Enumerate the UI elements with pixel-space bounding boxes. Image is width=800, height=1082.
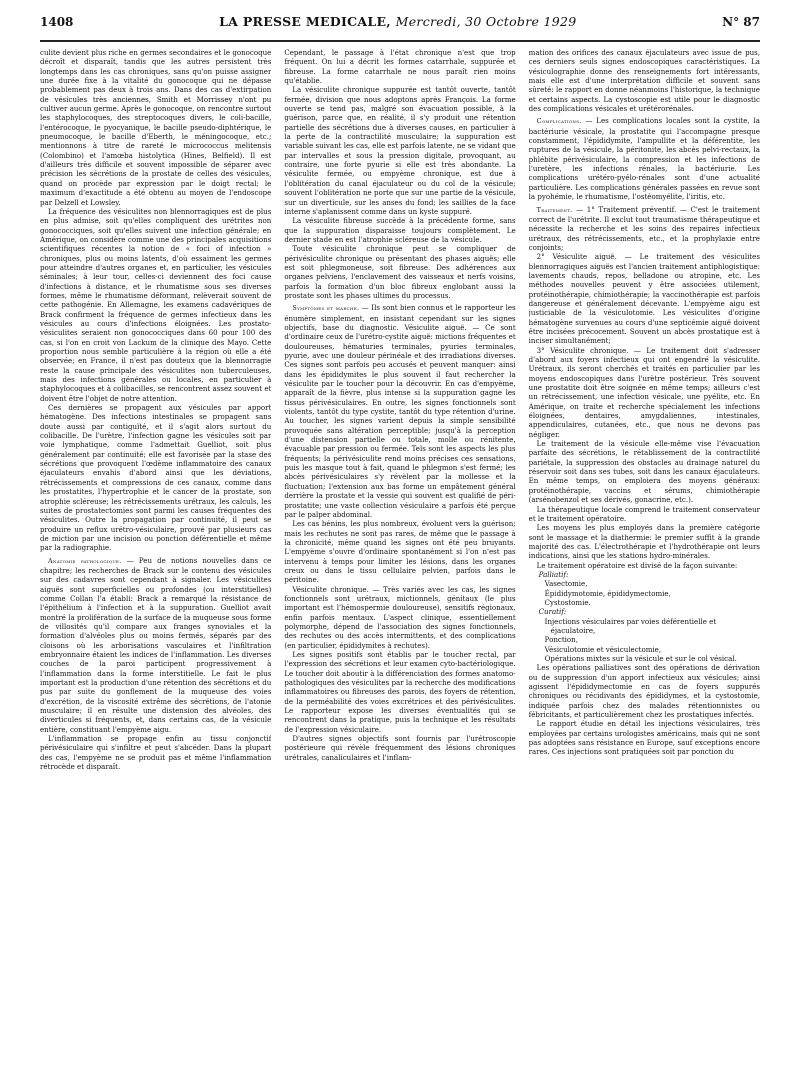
section-heading: Traitement. — [536, 205, 573, 214]
issue-date: Mercredi, 30 Octobre 1929 — [395, 14, 577, 29]
article-body — [40, 48, 760, 1072]
paragraph: Les moyens les plus employés dans la première catégorie sont le massage et la diathermie: le premier suffit à la grande majorité des cas. L'électrothérapie et l'hydrothérapie ont leurs indications, ainsi que les stations hydro-minérales. — [528, 523, 760, 561]
list-title-curatif: Curatif: — [538, 607, 567, 617]
column-right — [529, 48, 760, 1072]
section-paragraph — [529, 205, 760, 253]
column-middle — [284, 48, 515, 1072]
list-item: Ponction, — [544, 635, 578, 645]
section-heading: Anatomie pathologique. — [48, 556, 122, 565]
list-item: Opérations mixtes sur la vésicule et sur le col vésical. — [544, 654, 737, 663]
section-text: — Les complications locales sont la cystite, la bactériurie vésicale, la prostatite qui l'accompagne presque constamment, l'épididymite, l'ampullite et la déférentite, les ruptures de la vésicule, la péritonite, les abcès pelvi-rectaux, la phlébite périvésiculaire, la compression et les infections de l'uretère, les infections rénales, la bactériurie. Les complications urétéro-pyélo-rénales sont d'une actualité particulière. Les complications générales passées en revue sont la pyohémie, le rhumatisme, l'ostéomyélite, l'iritis, etc. — [528, 116, 760, 202]
section-text: — Peu de notions nouvelles dans ce chapitre; les recherches de Brack sur le contenu des vésicules sur des cadavres sont cependant à signaler. Les vésiculites aiguës sont superficielles ou profondes (ou interstitielles) comme Collan l'a établi: Brack a remarqué la résistance de l'épithélium à l'infection et à la suppuration. Guelliot avait montré la prolifération de la surface de la muqueuse sous forme de villosités qu'il compare aux franges synoviales et la formation d'alvéoles plus ou moins fermés, séparés par des cloisons où les arborisations vasculaires et l'infiltration embryonnaire étaient les indices de l'inflammation. Les diverses couches de la paroi participent progressivement à l'inflammation dans la forme interstitielle. Le fait le plus important est la production d'une rétention des sécrétions et du pus par suite du gonflement de la muqueuse des voies d'excrétion, de la viscosité extrême des sécrétions, de l'atonie musculaire; il en résulte une distension des alvéoles, des diverticules si fréquents, et, dans certains cas, de la vésicule entière, constituant l'empyème aigu. — [40, 555, 272, 734]
paragraph: D'autres signes objectifs sont fournis par l'urétroscopie postérieure qui révèle fréquemment des lésions chroniques urétrales, canaliculaires et l'inflam- — [284, 734, 516, 762]
page-header — [40, 14, 760, 42]
paragraph: Le traitement de la vésicule elle-même vise l'évacuation parfaite des sécrétions, le rétablissement de la contractilité pariétale, la suppression des obstacles au drainage naturel du réservoir soit dans ses tubes, soit dans les canaux éjaculateurs. En même temps, on emploiera des moyens généraux: protéinothérapie, vaccins et sérums, chimiothérapie (arsénobenzol et ses dérivés, gonacrine, etc.). — [528, 439, 760, 505]
list-item: Vésiculotomie et vésiculectomie, — [544, 644, 662, 654]
paragraph: Cependant, le passage à l'état chronique n'est que trop fréquent. On lui a décrit les formes catarrhale, suppurée et fibreuse. La forme catarrhale ne nous paraît rien moins qu'établie. — [284, 48, 516, 86]
paragraph: Les signes positifs sont établis par le toucher rectal, par l'expression des sécrétions et leur examen cyto-bactériologique. Le toucher doit aboutir à la différenciation des formes anatomo-pathologiques des vésiculites par la recherche des modifications inflammatoires ou fibreuses des parois, des foyers de rétention, de la perméabilité des voies excrétrices et des périvésiculites. Le rapporteur expose les diverses éventualités qui se rencontrent dans la pratique, puis la technique et les résultats de l'expression vésiculaire. — [284, 650, 516, 734]
issue-number: N° 87 — [722, 15, 760, 29]
paragraph: 3° Vésiculite chronique. — Le traitement doit s'adresser d'abord aux foyers infectieux qui ont engendré la vésiculite. Urétraux, ils seront cherchés et traités en particulier par les moyens endoscopiques dans l'urètre postérieur. Très souvent une prostatite doit être soignée en même temps; ailleurs c'est un rétrécissement, une infection vésicale, une pyélite, etc. En Amérique, on traite et recherche spécialement les infections éloignées, dentaires, amygdaliennes, intestinales, appendiculaires, cutanées, etc., que nous ne devons pas négliger. — [528, 345, 760, 439]
list-item: Cystostomie. — [544, 597, 591, 607]
paragraph: Les cas bénins, les plus nombreux, évoluent vers la guérison; mais les rechutes ne sont pas rares, de même que le passage à la chronicité, même quand les signes ont été peu bruyants. L'empyème s'ouvre d'ordinaire spontanément si l'on n'est pas intervenu à temps pour limiter les lésions, dans les organes creux ou dans le tissu cellulaire pelvien, parfois dans le péritoine. — [284, 519, 516, 585]
paragraph: culite devient plus riche en germes secondaires et le gonocoque décroît et disparaît, tandis que les autres persistent très longtemps dans les cas chroniques, sans qu'on puisse assigner une durée fixe à la vitalité du gonocoque qui ne dépasse probablement pas deux à trois ans. Dans des cas d'extirpation de vésicules très anciennes, Smith et Morrissey n'ont pu cultiver aucun germe. Après le gonocoque, on rencontre surtout les staphylocoques, des streptocoques divers, le coli-bacille, l'entérocoque, le pyocyanique, le bacille pseudo-diphtérique, le pneumocoque, le bacille d'Eberth, le méningocoque, etc.; mentionnons à titre de rareté le micrococcus melitensis (Colombino) et l'amœba histolytica (Hines, Belfield). Il est d'ailleurs très difficile et souvent impossible de séparer avec précision les sécrétions de la prostate de celles des vésicules, quand on procède par expression par le doigt rectal; le maximum d'exactitude a été obtenu au moyen de l'endoscope par Delzell et Lowsley. — [40, 48, 272, 207]
paragraph: La fréquence des vésiculites non blennorragiques est de plus en plus admise, soit qu'elles compliquent des urétrites non gonococciques, soit qu'elles suivent une infection générale; en Amérique, on considère comme une des principales acquisitions scientifiques récentes la notion de « foci of infection » chroniques, plus ou moins latents, d'où essaiment les germes pour atteindre d'autres organes et, en particulier, les vésicules séminales; à leur tour, celles-ci deviennent des foci cause d'infections à distance, et le rhumatisme sous ses diverses formes, même le rhumatisme déformant, relèverait souvent de cette pathogénie. En Allemagne, les examens cadavériques de Brack confirment la fréquence de germes infectieux dans les vésicules au cours d'infections éloignées. Les prostato-vésiculites seraient non gonococciques dans 60 pour 100 des cas, si l'on en croit von Lackum de la clinique des Mayo. Cette proportion nous semble particulière à la région où elle a été observée; en France, il n'est pas douteux que la blennorragie reste la cause principale des vésiculites non tuberculeuses, mais des infections générales ou locales, en particulier à staphylocoques et à colibacilles, se rencontrent assez souvent et doivent être l'objet de notre attention. — [40, 206, 272, 403]
treatment-list — [529, 570, 760, 663]
running-head — [219, 14, 576, 29]
section-heading: Complications. — [536, 117, 582, 126]
section-paragraph — [529, 116, 760, 201]
page-number: 1408 — [40, 15, 74, 29]
journal-title: LA PRESSE MEDICALE, — [219, 14, 391, 29]
paragraph: Toute vésiculite chronique peut se compliquer de périvésiculite chronique ou présentant des phases aiguës; elle est soit phlegmoneuse, soit fibreuse. Des adhérences aux organes pelviens, l'enclavement des vaisseaux et nerfs voisins, parfois la formation d'un bloc fibreux englobant aussi la prostate sont les phases ultimes du processus. — [284, 244, 516, 300]
section-paragraph — [284, 303, 515, 519]
paragraph: Le traitement opératoire est divisé de la façon suivante: — [536, 560, 738, 570]
paragraph: mation des orifices des canaux éjaculateurs avec issue de pus, ces derniers seuls signes endoscopiques caractéristiques. La vésiculographie donne des renseignements fort intéressants, mais elle est d'une interprétation difficile et souvent sans sûreté: le rapport en donne néanmoins l'historique, la technique et certains aspects. La cystoscopie est utile pour le diagnostic des complications vésicales et urétérorénales. — [528, 48, 760, 114]
column-left — [40, 48, 271, 1072]
list-item: Vasectomie, — [544, 579, 588, 589]
paragraph: La vésiculite fibreuse succède à la précédente forme, sans que la suppuration disparaisse toujours complètement. Le dernier stade en est l'atrophie scléreuse de la vésicule. — [284, 216, 516, 244]
paragraph: Ces dernières se propagent aux vésicules par apport hématogène. Des infections intestinales se propagent sans doute aussi par contiguïté, et il s'agit alors surtout du colibacille. De l'urètre, l'infection gagne les vésicules soit par voie lymphatique, comme l'admettait Guelliot, soit plus généralement par continuité; elle est favorisée par la stase des sécrétions que provoquent l'œdème inflammatoire des canaux éjaculateurs envahis d'abord ainsi que les déviations, rétrécissements et compressions de ces canaux, comme dans les prostatites, l'hypertrophie et le cancer de la prostate, son atrophie scléreuse; les rétrécissements urétraux, les calculs, les suites de prostatectomies sont parmi les causes fréquentes des vésiculites. Outre la propagation par continuité, il peut se produire un reflux urétro-vésiculaire, prouvé par plusieurs cas de miction par une incision ou ponction déférentielle et même par la radiographie. — [40, 403, 272, 553]
list-item: Injections vésiculaires par voies déférentielle et éjaculatoire, — [544, 616, 717, 635]
paragraph: Les opérations palliatives sont des opérations de dérivation ou de suppression d'un apport infectieux aux vésicules; ainsi agissent l'épididymectomie en cas de foyers suppurés chroniques ou récidivants des épididymes, et la cystostomie, indiquée parfois chez des malades rétentionnistes ou fébricitants, et particulièrement chez les prostatiques infectés. — [528, 663, 760, 720]
paragraph: La vésiculite chronique suppurée est tantôt ouverte, tantôt fermée, division que nous adoptons après François. La forme ouverte se tend pas, malgré son évacuation possible, à la guérison, parce que, en réalité, il s'y produit une rétention partielle des sécrétions due à diverses causes, en particulier à la perte de la contractilité musculaire; la suppuration est variable suivant les cas, elle est parfois latente, ne se vidant que par intervalles et sous la pression digitale, provoquant, au contraire, une forte pyurie si elle est très abondante. La vésiculite fermée, ou empyème chronique, est due à l'oblitération du canal éjaculateur ou du col de la vésicule; souvent l'oblitération ne porte que sur une partie de la vésicule, sur un diverticule, sur les anses du fond; les saillies de la face interne s'aplanissent comme dans un kyste suppuré. — [284, 85, 516, 216]
list-item: Épididymotomie, épididymectomie, — [544, 588, 671, 598]
list-title-palliatif: Palliatif: — [538, 569, 569, 579]
paragraph: 2° Vésiculite aiguë. — Le traitement des vésiculites blennorragiques aiguës est l'ancien traitement antiphlogistique: lavements chauds, repos, belladone ou atropine, etc. Les méthodes nouvelles peuvent y être associées utilement, protéinothérapie, chimiothérapie; la vaccinothérapie est parfois dangereuse et généralement décevante. L'empyème aigu est justiciable de la vésiculotomie. Les vésiculites d'origine hématogène survenues au cours d'une septicémie aiguë doivent être incisées précocement. Souvent un abcès prostatique est à inciser simultanément; — [528, 252, 760, 346]
paragraph: Vésiculite chronique. — Très variés avec les cas, les signes fonctionnels sont urétraux, mictionnels, génitaux (le plus important est l'hémospermie douloureuse), sensitifs régionaux, enfin parfois mentaux. L'aspect clinique, essentiellement polymorphe, dépend de l'association des signes fonctionnels, des rechutes ou des accès intermittents, et des complications (en particulier, épididymites à rechutes). — [284, 584, 516, 650]
paragraph: L'inflammation se propage enfin au tissu conjonctif périvésiculaire qui s'infiltre et peut s'abcéder. Dans la plupart des cas, l'empyème ne se produit pas et même l'inflammation rétrocède et disparaît. — [40, 734, 272, 772]
paragraph: La thérapeutique locale comprend le traitement conservateur et le traitement opératoire. — [528, 504, 760, 523]
section-text: — 1° Traitement préventif. — C'est le traitement correct de l'urétrite. Il exclut tout traumatisme thérapeutique et nécessite la recherche et les soins des repaires infectieux urétraux, des rétrécissements, etc., et la prophylaxie entre conjoints; — [528, 204, 760, 252]
section-text: — Ils sont bien connus et le rapporteur les énumère simplement, en insistant cependant sur les signes objectifs, base du diagnostic. Vésiculite aiguë. — Ce sont d'ordinaire ceux de l'urétro-cystite aiguë: mictions fréquentes et douloureuses, hématuries terminales, pyuries terminales, pyurie, avec une douleur périnéale et des irradiations diverses. Ces signes sont parfois peu accusés et peuvent manquer: ainsi dans les épididymites le plus souvent il faut rechercher la vésiculite par le toucher pour la découvrir. En cas d'empyème, apparaît de la fièvre, plus intense si la suppuration gagne les tissus périvésiculaires. En outre, les signes fonctionnels sont violents, tantôt du type cystite, tantôt du type rétention d'urine. Au toucher, les signes varient depuis la simple sensibilité provoquée sans altération perceptible; jusqu'à la perception d'une distension partielle ou totale, molle ou rénitente, évacuable par pression ou fermée. Tels sont les aspects les plus fréquents; la périvésiculite rend moins précises ces sensations, puis les masque tout à fait, quand le phlegmon s'est fermé; les abcès périvésiculaires s'y révèlent par la mollesse et la fluctuation; l'extension aux bas forme un empâtement général derrière la prostate et la vessie qui souvent est qualifié de péri-prostatite; une vaste collection vésiculaire a parfois été perçue par le palper abdominal. — [284, 303, 516, 519]
section-paragraph — [40, 556, 271, 735]
section-heading: Symptômes et marche. — [292, 304, 360, 313]
paragraph: Le rapport étudie en détail les injections vésiculaires, très employées par certains urologistes américains, mais qui ne sont pas adoptées sans résistance en Europe, sauf exceptions encore rares. Ces injections sont pratiquées soit par ponction du — [528, 719, 760, 757]
